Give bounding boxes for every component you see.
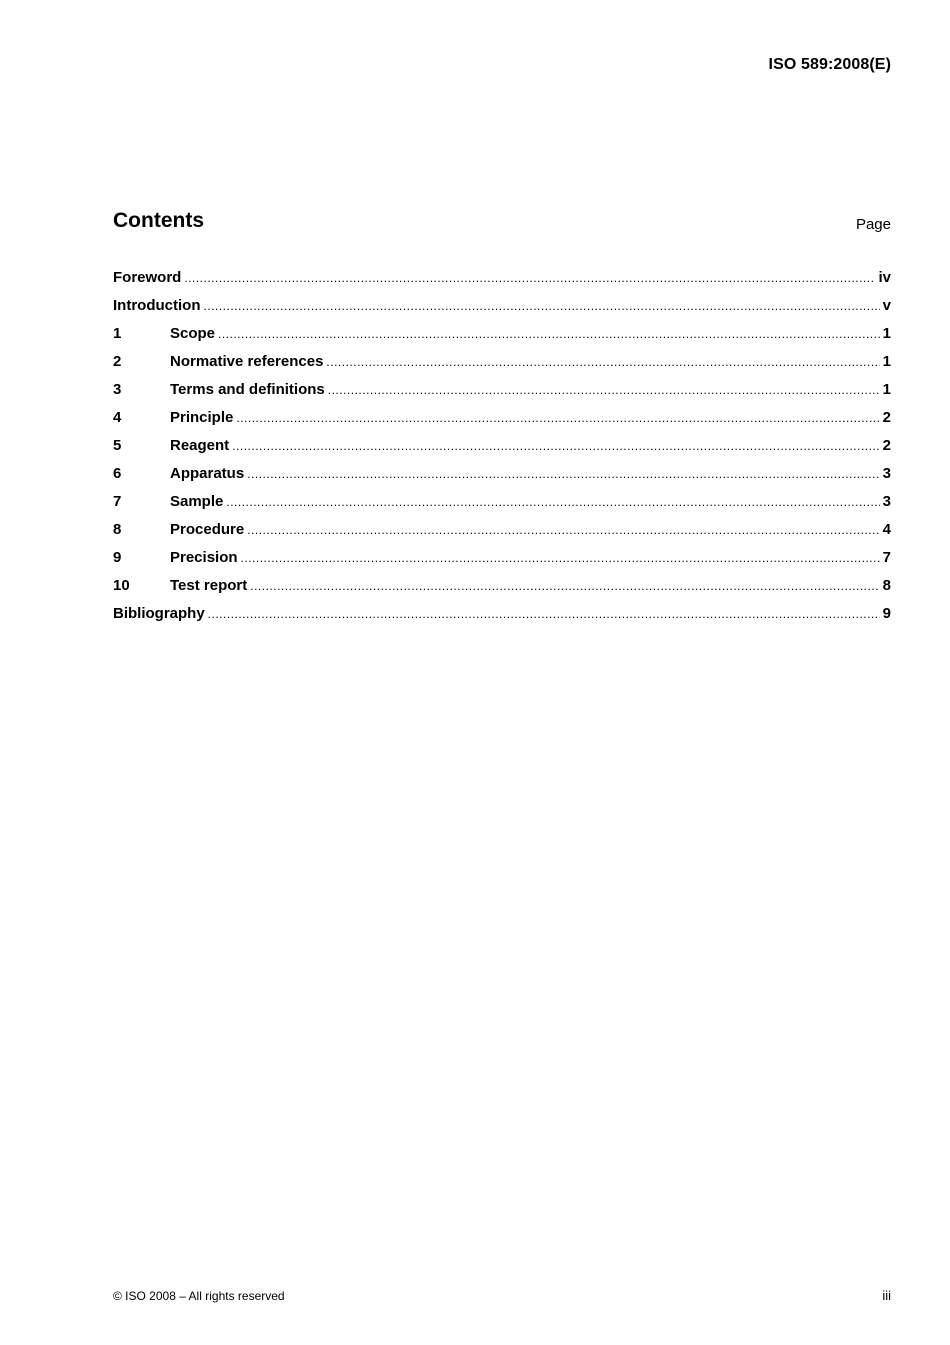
- document-id: ISO 589:2008(E): [768, 56, 891, 73]
- toc-entry-title: Apparatus: [170, 465, 245, 482]
- toc-entry-foreword[interactable]: [113, 264, 891, 292]
- toc-entry-title: Principle: [170, 409, 234, 426]
- page-column-label: Page: [855, 216, 891, 233]
- toc-leader-dots: [208, 600, 880, 628]
- toc-entry-sample[interactable]: [113, 488, 891, 516]
- toc-entry-page: 9: [882, 605, 891, 622]
- toc-leader-dots: [241, 544, 880, 572]
- toc-leader-dots: [250, 572, 879, 600]
- toc-entry-page: 8: [882, 577, 891, 594]
- toc-entry-terms-and-definitions[interactable]: [113, 376, 891, 404]
- toc-leader-dots: [326, 348, 879, 376]
- toc-entry-title: Introduction: [113, 297, 201, 314]
- toc-entry-number: 1: [113, 325, 122, 342]
- toc-entry-principle[interactable]: [113, 404, 891, 432]
- toc-leader-dots: [226, 488, 879, 516]
- toc-entry-number: 10: [113, 577, 130, 594]
- toc-leader-dots: [247, 460, 879, 488]
- toc-entry-test-report[interactable]: [113, 572, 891, 600]
- toc-entry-number: 3: [113, 381, 122, 398]
- toc-entry-title: Foreword: [113, 269, 182, 286]
- toc-entry-title: Sample: [170, 493, 224, 510]
- table-of-contents: [113, 264, 891, 628]
- toc-leader-dots: [328, 376, 880, 404]
- toc-entry-bibliography[interactable]: [113, 600, 891, 628]
- toc-leader-dots: [184, 264, 875, 292]
- toc-entry-number: 7: [113, 493, 122, 510]
- toc-entry-number: 6: [113, 465, 122, 482]
- toc-leader-dots: [247, 516, 879, 544]
- toc-leader-dots: [236, 404, 879, 432]
- toc-entry-page: 7: [882, 549, 891, 566]
- toc-leader-dots: [218, 320, 880, 348]
- toc-entry-number: 8: [113, 521, 122, 538]
- toc-entry-page: 1: [882, 381, 891, 398]
- toc-entry-apparatus[interactable]: [113, 460, 891, 488]
- toc-entry-page: 4: [882, 521, 891, 538]
- toc-entry-page: v: [882, 297, 891, 314]
- toc-entry-number: 9: [113, 549, 122, 566]
- toc-entry-precision[interactable]: [113, 544, 891, 572]
- toc-entry-number: 2: [113, 353, 122, 370]
- toc-entry-title: Bibliography: [113, 605, 205, 622]
- toc-entry-page: 2: [882, 409, 891, 426]
- toc-entry-title: Normative references: [170, 353, 324, 370]
- toc-entry-procedure[interactable]: [113, 516, 891, 544]
- toc-entry-reagent[interactable]: [113, 432, 891, 460]
- toc-entry-page: 1: [882, 353, 891, 370]
- toc-entry-title: Procedure: [170, 521, 245, 538]
- toc-entry-normative-references[interactable]: [113, 348, 891, 376]
- toc-entry-number: 5: [113, 437, 122, 454]
- toc-entry-page: 3: [882, 465, 891, 482]
- toc-entry-page: 2: [882, 437, 891, 454]
- toc-entry-number: 4: [113, 409, 122, 426]
- toc-leader-dots: [232, 432, 879, 460]
- toc-entry-introduction[interactable]: [113, 292, 891, 320]
- footer-copyright: © ISO 2008 – All rights reserved: [113, 1289, 285, 1303]
- toc-entry-title: Scope: [170, 325, 216, 342]
- toc-entry-page: 3: [882, 493, 891, 510]
- toc-entry-title: Test report: [170, 577, 248, 594]
- toc-entry-scope[interactable]: [113, 320, 891, 348]
- contents-title: Contents: [113, 209, 204, 232]
- toc-entry-page: iv: [878, 269, 891, 286]
- toc-entry-title: Terms and definitions: [170, 381, 325, 398]
- toc-entry-title: Precision: [170, 549, 238, 566]
- toc-leader-dots: [203, 292, 879, 320]
- toc-entry-page: 1: [882, 325, 891, 342]
- footer-page-number: iii: [882, 1288, 891, 1303]
- toc-entry-title: Reagent: [170, 437, 230, 454]
